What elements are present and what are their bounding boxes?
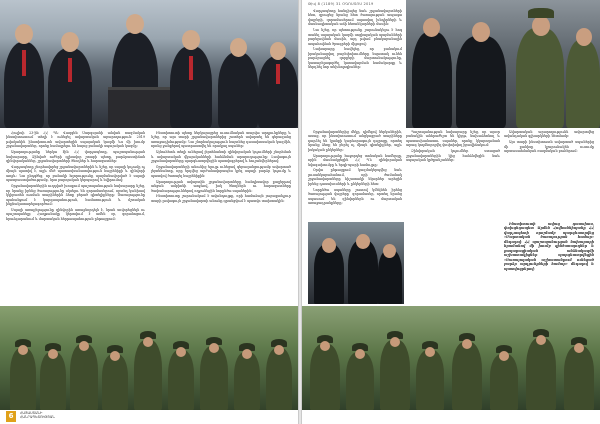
paragraph: Սպայի առաքելությունը զինվորին առաջնորդելն է, նրան սովորեցնելն ու պաշտպանելը։ Հաղթանակը կերտվում է ամեն օր, զորանոցում, հրաձգարանում և մարտական հերթապահության ընթացքում։ <box>6 207 145 221</box>
paragraph: Արարողությանը հաջորդեց տոնական համերգը, որին մասնակցեցին ՀՀ ՊՆ զինվորական նվագախումբը և երգի-պարի համույթը։ <box>308 153 402 167</box>
left-column-2 <box>151 131 291 305</box>
paragraph: Արարողությանը ներկա էին ՀՀ վարչապետը, պաշտպանության նախարարը, Զինված ուժերի գլխավոր շտաբի պետը, բարձրաստիճան զինվորականներ, շրջանավարտների ծնողներ և հարազատներ։ <box>6 150 145 164</box>
publication-name: ՀԱՅԱՍՏԱՆԻ ՀԱՆՐԱՊԵՏՈՒԹՅԱՆ <box>20 411 55 420</box>
photo-cadets-formation <box>0 306 298 410</box>
paragraph: Շրջանավարտներին ուղղված խոսքում պաշտպանության նախարարը նշեց, որ նրանք իրենց ծառայությունը սկսելու են զորամասերում, որտեղ կանխավ կկիրառեն ուսման տարիներին ձեռք բերած գիտելիքները։ Ծառայությունը պահանջում է կարգապահություն, համառություն և մշտական ինքնակատարելագործում։ <box>6 184 145 206</box>
paragraph: Արարողության ավարտին շրջանավարտները հանդիսավոր քայլերթով անցան ամբիոնի առջևով, իսկ ծնողներն ու հարազատները ծափահարություններով ողջունեցին նորընծա սպաներին։ <box>151 179 291 193</box>
paragraph: Հուլիսի 23-ին ՀՀ ՊՆ Վազգեն Սարգսյանի անվան ռազմական ինստիտուտում տեղի է ունեցել ավարտական արարողություն։ 2019 թվականին ինստիտուտն ավարտեցին սպայական կազմի ևս մի խումբ շրջանավարտներ, որոնք համալրելու են հայոց բանակի սպայական կազմը։ <box>6 131 145 149</box>
paragraph: Այս տարի ինստիտուտն ավարտած սպաներից մի քանիսը կշարունակեն ուսումը արտասահմանյան ռազմական բուհերում։ <box>504 140 594 154</box>
paragraph: Զինվորական կոչումներ ստացած շրջանավարտներին կից հանձնվեցին նաև սպայական կրծքանշաններ։ <box>406 149 500 163</box>
right-column-4 <box>504 130 594 224</box>
paragraph: Ավարտական արարողությունն ավարտվեց ավանդական գլխարկների նետմամբ։ <box>504 130 594 139</box>
paragraph: Ինստիտուտի ավագ դասախոս, փոխգնդապետ Արմեն Հովհաննիսյանը ՀՀ վարչապետի որոշմամբ պարգևատրվեց «Մարտական ծառայության համար» մեդալով։ ՀՀ պաշտպանության նախարարի հրամանով մի խումբ զինծառայողներ և քաղաքացիական անձնակազմի աշխատակիցներ պարգևատրվեցին «Ծառայողական աշխատանքում ունեցած բարձր արդյունքների համար» մեդալով և պատվոգրերով։ <box>504 222 594 271</box>
left-page <box>0 0 298 424</box>
paragraph: Պաշտպանության նախարարը նշեց, որ այսօր բանակին անհրաժեշտ են կիրթ, նախաձեռնող և պատասխանատու սպաներ, որոնք կկարողանան արագ կողմնորոշվել փոփոխվող իրավիճակում։ <box>406 130 500 148</box>
paragraph: Վարչապետը հանդիպեց նաև շրջանավարտների հետ, զրուցեց նրանց հետ ծառայության ապագա վայրերի, զորամասերում սպասվող խնդիրների և մասնագիտական աճի հեռանկարների մասին։ <box>308 9 402 27</box>
right-column-2 <box>308 130 402 220</box>
paragraph: Այնուհետև տեղի ունեցավ լեյտենանտի զինվորական կոչումների շնորհման և ավարտական վկայականների հանձնման արարողությունը։ Լավագույն շրջանավարտները պարգևատրվեցին պատվոգրերով և հուշանվերներով։ <box>151 150 291 164</box>
award-paragraph <box>504 222 594 304</box>
issue-header: Թիվ 8 (1189) 31 ՕԳՈՍՏՈՍ 2019 <box>308 2 374 6</box>
paragraph: Վարչապետը շնորհավորեց շրջանավարտներին և նշեց, որ սպայի կոչումը ոչ միայն պատիվ է, այլև մեծ պատասխանատվություն հայրենիքի և զինվորի առջև։ Նա ընդգծեց, որ բանակի հզորությունը պայմանավորված է սպայի պատրաստվածությամբ, նրա բարոյական կերպարով և նվիրումով։ <box>6 164 145 183</box>
photo-officials-greeting <box>308 222 404 304</box>
paragraph: Օրվա ընթացքում կազմակերպվեց նաև լուսանկարահանում, որի ժամանակ շրջանավարտները հիշատակի նկարներ արեցին իրենց դասախոսների և ընկերների հետ։ <box>308 168 402 186</box>
paragraph: Շրջանավարտներից մեկը, դիմելով ներկաներին, ասաց, որ ինստիտուտում անցկացրած տարիները դարձել են կյանքի կարևորագույն դպրոցը, որտեղ նրանք ձեռք են բերել ոչ միայն գիտելիքներ, այլև իսկական ընկերներ։ <box>308 130 402 152</box>
photo-handshake-ceremony <box>406 0 600 128</box>
paragraph: Ինստիտուտը շարունակում է ավանդույթը, որի համաձայն յուրաքանչյուր տարի լավագույն շրջանավարտի անունը գրանցվում է պատվո տախտակին։ <box>151 194 291 203</box>
paragraph: Ինստիտուտի պետը ներկայացրեց ուսումնական տարվա արդյունքները և նշեց, որ այս տարի շրջանավարտներից շատերն ավարտել են գերազանց առաջադիմությամբ։ Նա շնորհակալություն հայտնեց դասախոսական կազմին, որոնց ջանքերով պատրաստվել են որակյալ սպաներ։ <box>151 131 291 149</box>
photo-officials-on-stage <box>0 0 298 128</box>
page-number: 6 <box>6 411 16 422</box>
paragraph: Շրջանավարտների անունից ելույթ ունեցավ գերազանցությամբ ավարտած լեյտենանտը, որը երդվեց արժանավորապես կրել սպայի բարձր կոչումը և պատվով ծառայել հայրենիքին։ <box>151 164 291 178</box>
left-column-1 <box>6 131 145 305</box>
right-column-3 <box>406 130 500 240</box>
left-page-footer <box>0 410 298 424</box>
right-column-1 <box>308 9 402 125</box>
photo-cadets-with-caps <box>302 306 600 410</box>
paragraph: Նախարարը հավելեց, որ բանակում իրականացվող բարեփոխումները նպատակ ունեն բարձրացնել զորքերի մարտունակությունը, կատարելագործել կառավարման համակարգը և ներդնել նոր տեխնոլոգիաներ։ <box>308 47 402 70</box>
paragraph: Նորընծա սպաները շուտով կմեկնեն իրենց ծառայության վայրերը՝ զորամասեր, որտեղ նրանց սպասում են զինվորներն ու մարտական առաջադրանքները։ <box>308 187 402 205</box>
right-page <box>302 0 600 424</box>
paragraph: Նա նշեց, որ պետությունը շարունակելու է հոգ տանել սպայական կազմի սոցիալական պայմանների բարելավման մասին, այդ թվում բնակարանային ապահովման ծրագրերի միջոցով։ <box>308 28 402 46</box>
